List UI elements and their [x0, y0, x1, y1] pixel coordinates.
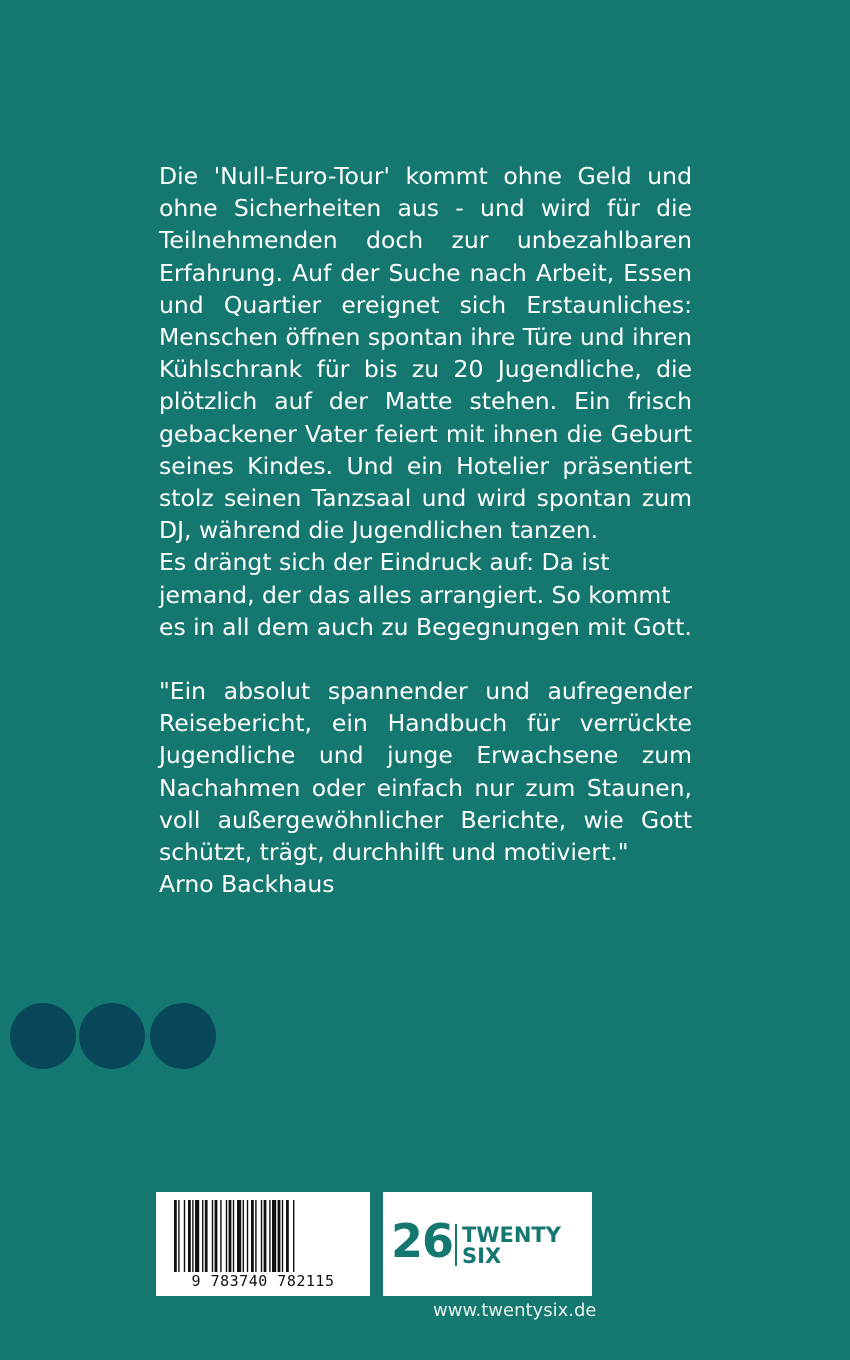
- publisher-logo: [383, 1192, 592, 1296]
- isbn-number: 9 783740 782115: [191, 1272, 335, 1290]
- logo-number: 26: [391, 1214, 454, 1268]
- quote-text: "Ein absolut spannender und aufregender Reisebericht, ein Handbuch für verrückte Jugendliche und junge Erwachsene zum Nachahmen oder einfach nur zum Staunen, voll außergewöhnlicher Berichte, wie Gott schützt, trägt, durchhilft und motiviert.": [159, 677, 692, 867]
- quote-author: Arno Backhaus: [159, 870, 335, 899]
- logo-word-six: SIX: [462, 1244, 502, 1268]
- publisher-url: www.twentysix.de: [433, 1300, 597, 1321]
- blurb-paragraph-2: Es drängt sich der Eindruck auf: Da ist jemand, der das alles arrangiert. So kommt es in all dem auch zu Begegnungen mit Gott.: [159, 548, 692, 641]
- logo-word-twenty: TWENTY: [462, 1223, 561, 1247]
- blurb-paragraph-1: Die 'Null-Euro-Tour' kommt ohne Geld und ohne Sicherheiten aus - und wird für die Teilnehmenden doch zur unbezahlbaren Erfahrung. Auf der Suche nach Arbeit, Essen und Quartier ereignet sich Erstaunliches: Menschen öffnen spontan ihre Türe und ihren Kühlschrank für bis zu 20 Jugendliche, die plötzlich auf der Matte stehen. Ein frisch gebackener Vater feiert mit ihnen die Geburt seines Kindes. Und ein Hotelier präsentiert stolz seinen Tanzsaal und wird spontan zum DJ, während die Jugendlichen tanzen.: [159, 162, 692, 545]
- review-quote: [159, 675, 692, 900]
- dot-icon: [10, 1003, 76, 1069]
- isbn-barcode: [156, 1192, 370, 1296]
- barcode-bars-icon: [174, 1200, 352, 1272]
- logo-divider: [455, 1224, 457, 1266]
- dot-icon: [79, 1003, 145, 1069]
- cover-blurb: [159, 160, 692, 643]
- dot-icon: [150, 1003, 216, 1069]
